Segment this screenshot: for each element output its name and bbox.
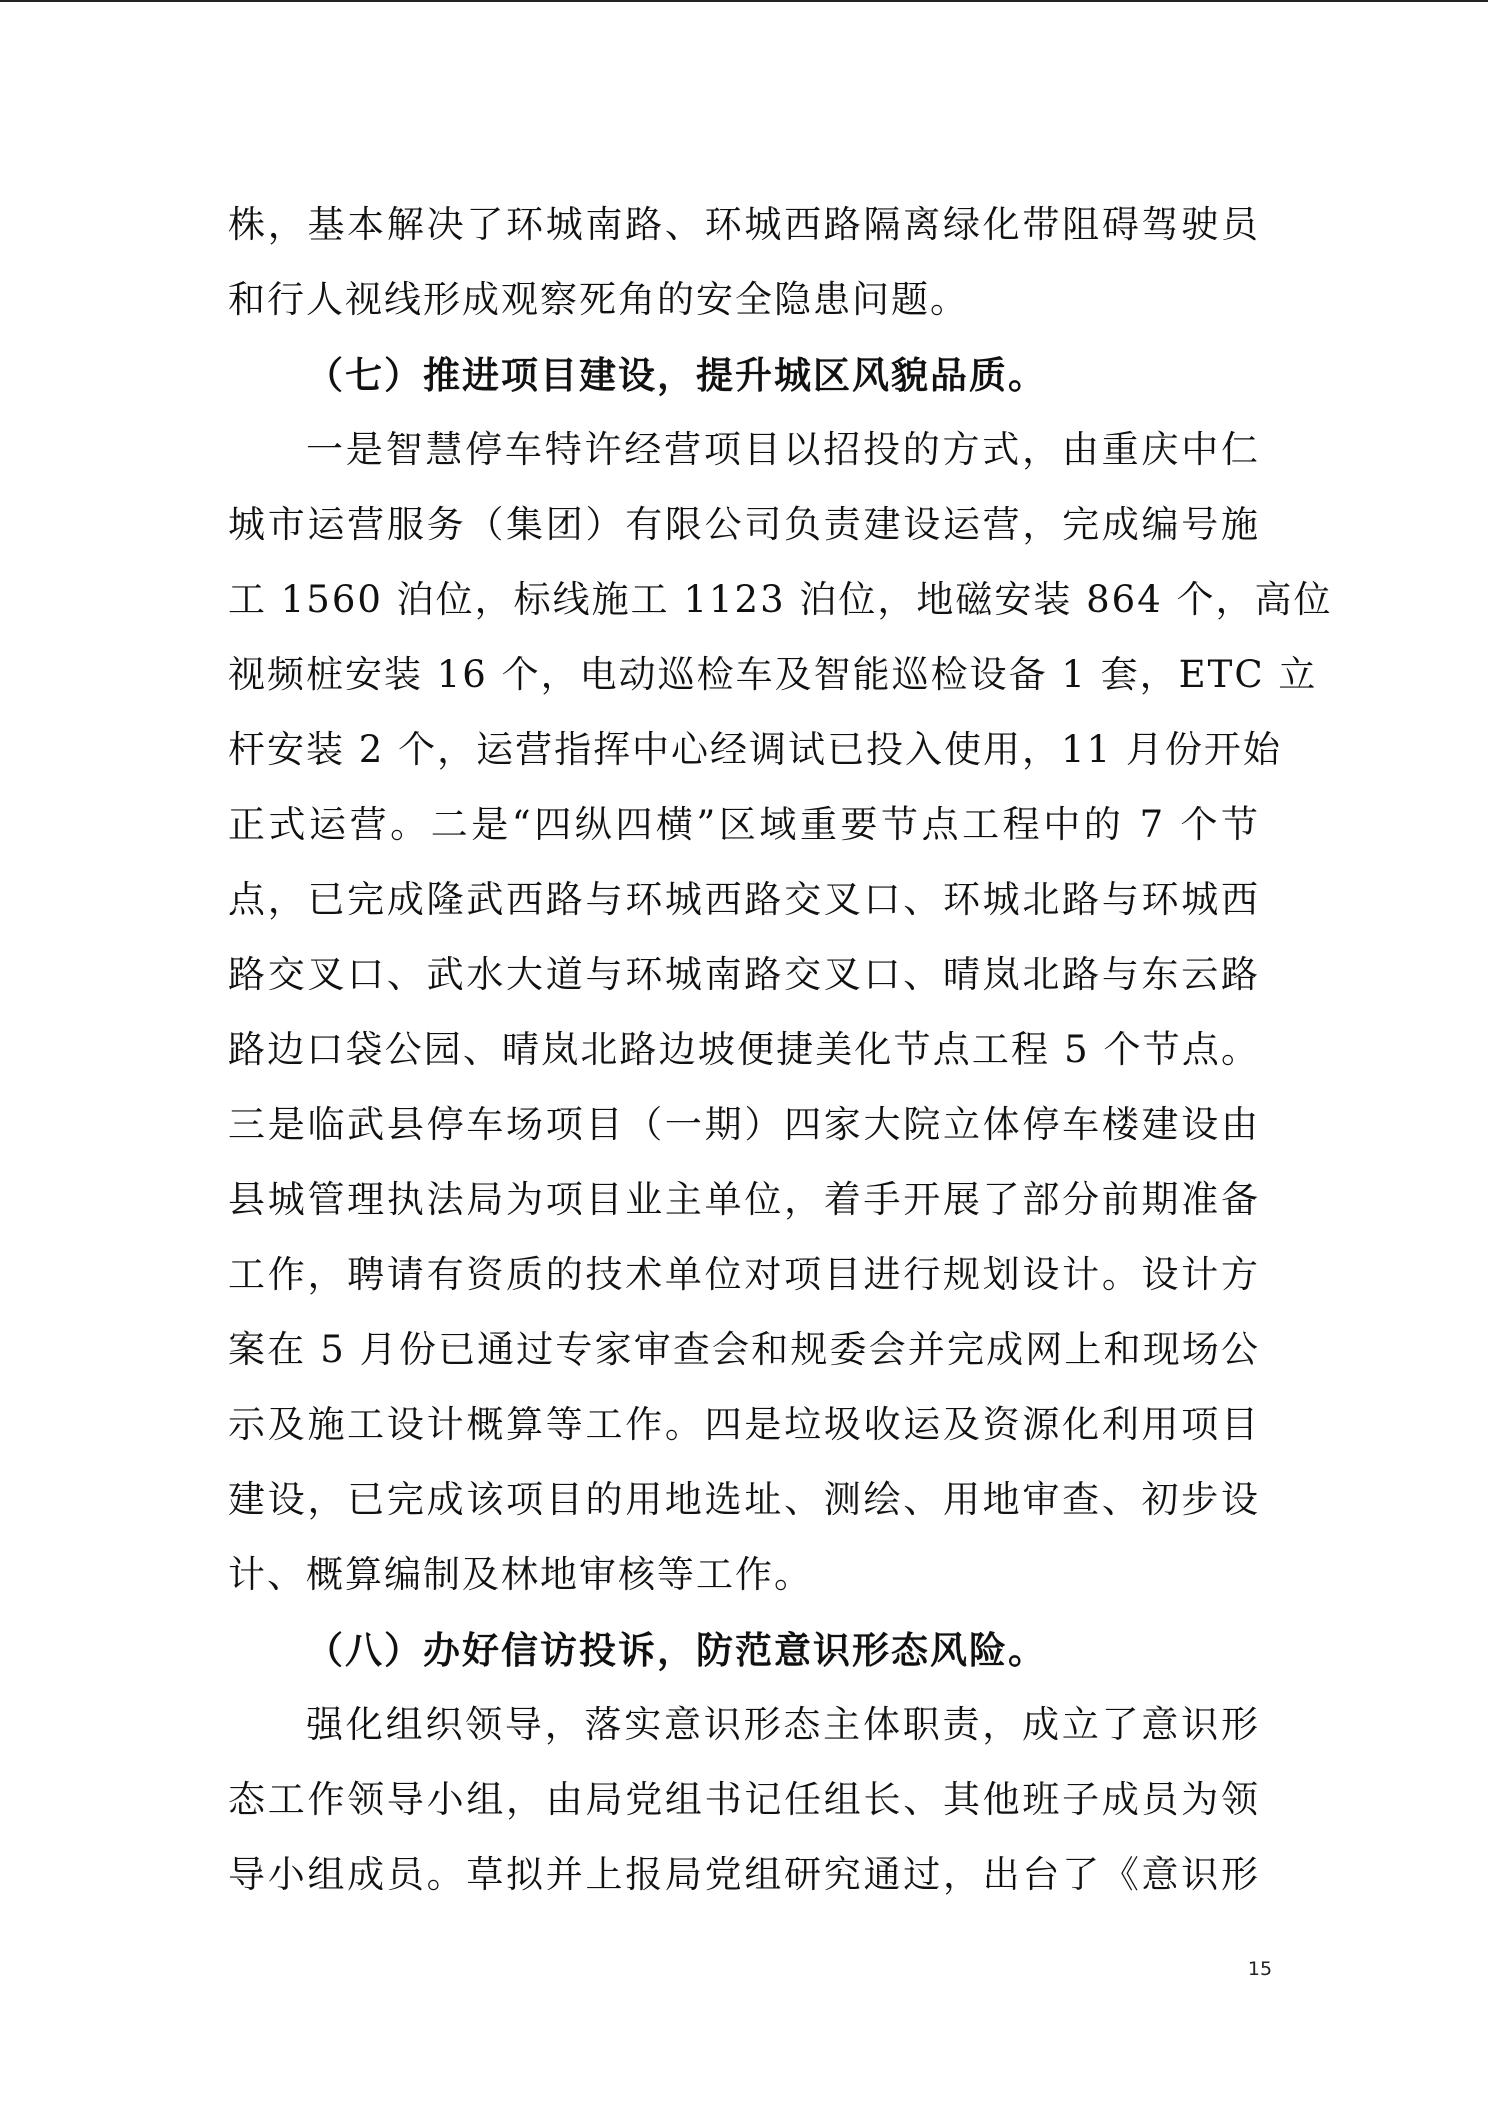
text-line: 工 1560 泊位，标线施工 1123 泊位，地磁安装 864 个，高位 <box>228 578 1333 621</box>
text-line: 路交叉口、武水大道与环城南路交叉口、晴岚北路与东云路 <box>228 953 1260 996</box>
text-line: 视频桩安装 16 个，电动巡检车及智能巡检设备 1 套，ETC 立 <box>228 653 1318 696</box>
section-heading-8: （八）办好信访投诉，防范意识形态风险。 <box>306 1628 1047 1672</box>
text-line: 正式运营。二是“四纵四横”区域重要节点工程中的 7 个节 <box>228 803 1260 846</box>
text-line: 三是临武县停车场项目（一期）四家大院立体停车楼建设由 <box>228 1103 1260 1146</box>
top-border-line <box>0 0 1488 2</box>
text-line: 和行人视线形成观察死角的安全隐患问题。 <box>228 278 969 321</box>
text-line: 导小组成员。草拟并上报局党组研究通过，出台了《意识形 <box>228 1853 1260 1896</box>
text-line: 建设，已完成该项目的用地选址、测绘、用地审查、初步设 <box>228 1478 1260 1521</box>
text-line: 点，已完成隆武西路与环城西路交叉口、环城北路与环城西 <box>228 878 1260 921</box>
text-line: 计、概算编制及林地审核等工作。 <box>228 1553 813 1596</box>
page-number: 15 <box>1247 1958 1273 1980</box>
text-line: 案在 5 月份已通过专家审查会和规委会并完成网上和现场公 <box>228 1328 1260 1371</box>
text-line: 工作，聘请有资质的技术单位对项目进行规划设计。设计方 <box>228 1253 1260 1296</box>
text-line: 城市运营服务（集团）有限公司负责建设运营，完成编号施 <box>228 503 1260 546</box>
text-line: 杆安装 2 个，运营指挥中心经调试已投入使用，11 月份开始 <box>228 728 1282 771</box>
text-line: 县城管理执法局为项目业主单位，着手开展了部分前期准备 <box>228 1178 1260 1221</box>
paragraph-first-line: 一是智慧停车特许经营项目以招投的方式，由重庆中仁 <box>306 428 1260 471</box>
text-line: 株，基本解决了环城南路、环城西路隔离绿化带阻碍驾驶员 <box>228 203 1260 246</box>
text-line: 态工作领导小组，由局党组书记任组长、其他班子成员为领 <box>228 1778 1260 1821</box>
section-heading-7: （七）推进项目建设，提升城区风貌品质。 <box>306 353 1047 397</box>
text-line: 路边口袋公园、晴岚北路边坡便捷美化节点工程 5 个节点。 <box>228 1028 1260 1071</box>
paragraph-first-line: 强化组织领导，落实意识形态主体职责，成立了意识形 <box>306 1703 1260 1746</box>
text-line: 示及施工设计概算等工作。四是垃圾收运及资源化利用项目 <box>228 1403 1260 1446</box>
